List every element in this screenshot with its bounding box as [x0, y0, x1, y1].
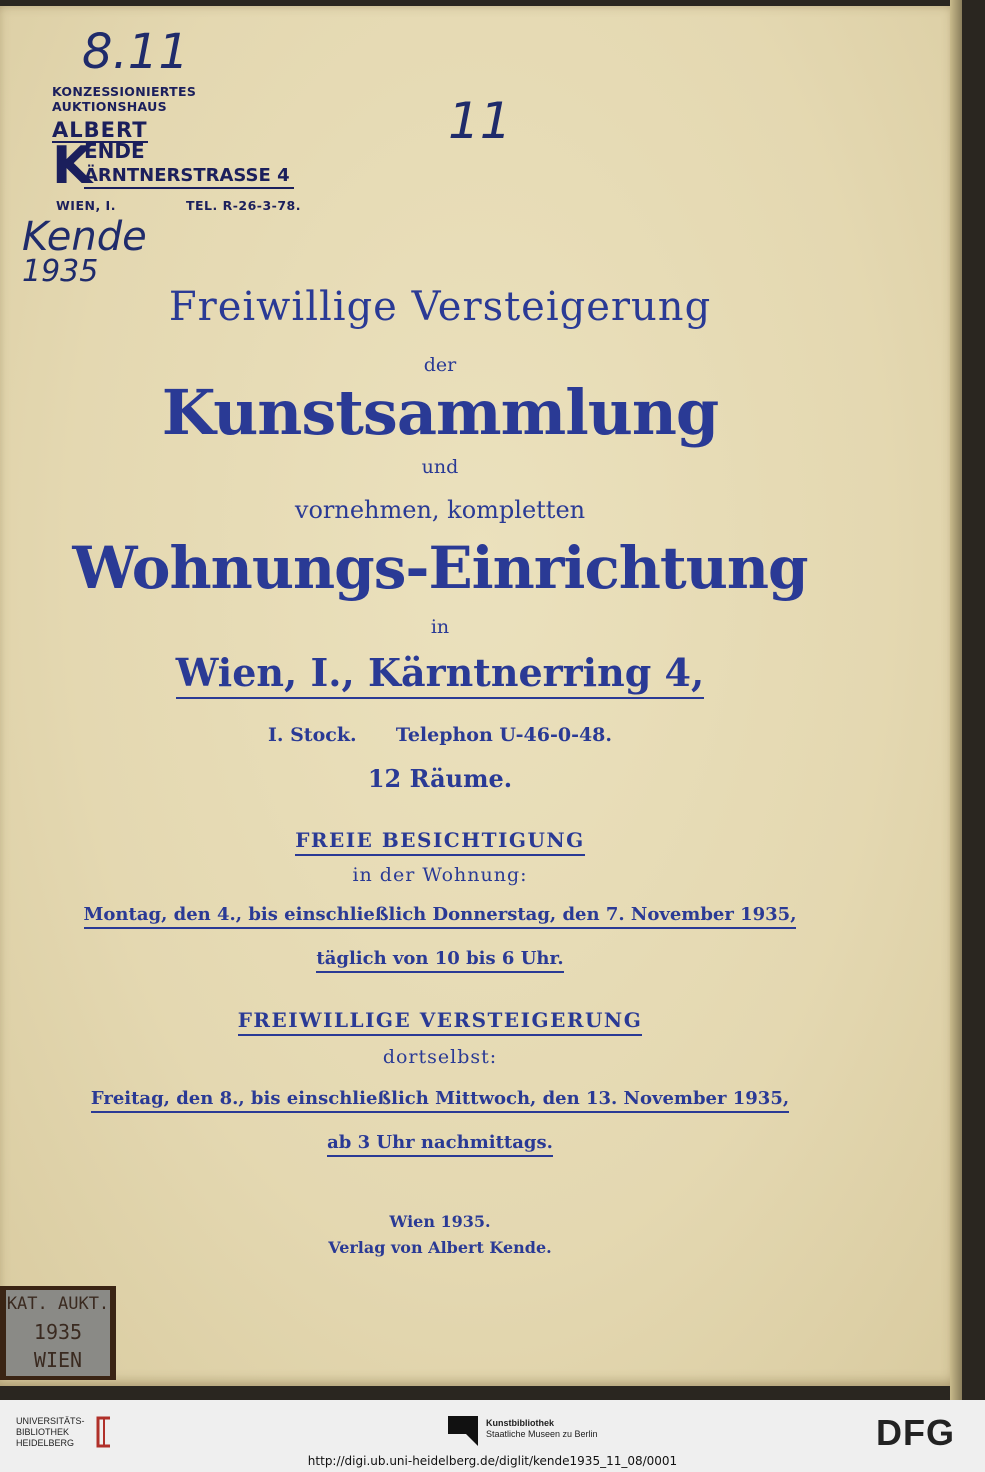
auction-heading-line: [0, 1008, 880, 1032]
floor: I. Stock.: [267, 724, 357, 746]
auction-house-stamp: [52, 84, 301, 213]
floor-phone-line: [0, 724, 880, 746]
viewing-heading-line: [0, 828, 880, 852]
catalog-cover-page: [0, 6, 958, 1386]
auction-sub: dortselbst:: [382, 1046, 498, 1068]
viewing-dates-line: [0, 904, 880, 925]
shelf-label-line-1: KAT. AUKT.: [6, 1294, 110, 1314]
address-line: [0, 650, 880, 695]
shelf-label-line-3: WIEN: [33, 1348, 83, 1372]
title-wohnungs-einrichtung: Wohnungs-Einrichtung: [72, 534, 808, 602]
imprint-publisher: Verlag von Albert Kende.: [328, 1238, 552, 1257]
auction-heading: FREIWILLIGE VERSTEIGERUNG: [238, 1008, 643, 1036]
imprint-place: Wien 1935.: [389, 1212, 491, 1231]
phone: Telephon U-46-0-48.: [395, 724, 613, 746]
shelf-label-line-2: 1935: [33, 1320, 83, 1344]
stamp-initial-k: K: [52, 136, 93, 196]
stamp-street: ÄRNTNERSTRASSE 4: [84, 165, 294, 189]
viewing-hours-line: [0, 948, 880, 969]
viewing-hours: täglich von 10 bis 6 Uhr.: [316, 948, 563, 973]
ub-line-2: BIBLIOTHEK: [16, 1427, 70, 1437]
title-und: und: [421, 456, 459, 478]
handwritten-name: Kende: [22, 214, 147, 260]
stamp-city-tel: [56, 198, 301, 213]
kb-line-1: Kunstbibliothek: [486, 1418, 554, 1428]
stamp-name-albert: ALBERT: [52, 118, 148, 142]
paper-edge: [950, 0, 962, 1400]
stamp-line-1: KONZESSIONIERTES AUKTIONSHAUS: [52, 84, 197, 114]
kunstbibliothek-logo[interactable]: [448, 1416, 628, 1452]
rooms: 12 Räume.: [367, 764, 513, 793]
ub-heidelberg-logo[interactable]: [16, 1414, 126, 1454]
shelf-label-inner: [6, 1290, 110, 1376]
handwritten-shelfmark: 8.11: [82, 24, 189, 80]
shelf-label: [0, 1286, 116, 1380]
kb-line-2: Staatliche Museen zu Berlin: [486, 1429, 598, 1439]
kunstbibliothek-emblem-icon: [448, 1416, 478, 1446]
permalink-url[interactable]: http://digi.ub.uni-heidelberg.de/diglit/kende1935_11_08/0001: [307, 1454, 678, 1468]
title-kunstsammlung: Kunstsammlung: [161, 376, 719, 449]
viewing-dates: Montag, den 4., bis einschließlich Donnerstag, den 7. November 1935,: [84, 904, 797, 929]
title-der: der: [423, 354, 457, 376]
handwritten-number: 11: [448, 92, 512, 150]
ub-line-1: UNIVERSITÄTS-: [16, 1416, 85, 1426]
handwritten-year: 1935: [22, 254, 99, 289]
title-line-3: vornehmen, kompletten: [294, 496, 586, 524]
stamp-city: WIEN, I.: [56, 198, 116, 213]
stamp-name-kende: ENDE: [84, 139, 145, 163]
auction-hours-line: [0, 1132, 880, 1153]
address: Wien, I., Kärntnerring 4,: [176, 650, 704, 699]
viewing-sub: in der Wohnung:: [352, 864, 528, 886]
auction-dates-line: [0, 1088, 880, 1109]
ub-emblem-icon: [90, 1414, 116, 1450]
viewing-heading: FREIE BESICHTIGUNG: [295, 828, 585, 856]
auction-hours: ab 3 Uhr nachmittags.: [327, 1132, 553, 1157]
title-line-1: Freiwillige Versteigerung: [168, 284, 712, 330]
stamp-tel: TEL. R-26-3-78.: [185, 198, 301, 213]
title-in: in: [430, 616, 450, 638]
auction-dates: Freitag, den 8., bis einschließlich Mittwoch, den 13. November 1935,: [91, 1088, 789, 1113]
ub-line-3: HEIDELBERG: [16, 1438, 75, 1448]
viewer-footer: [0, 1400, 985, 1472]
dfg-logo[interactable]: DFG: [876, 1412, 955, 1453]
